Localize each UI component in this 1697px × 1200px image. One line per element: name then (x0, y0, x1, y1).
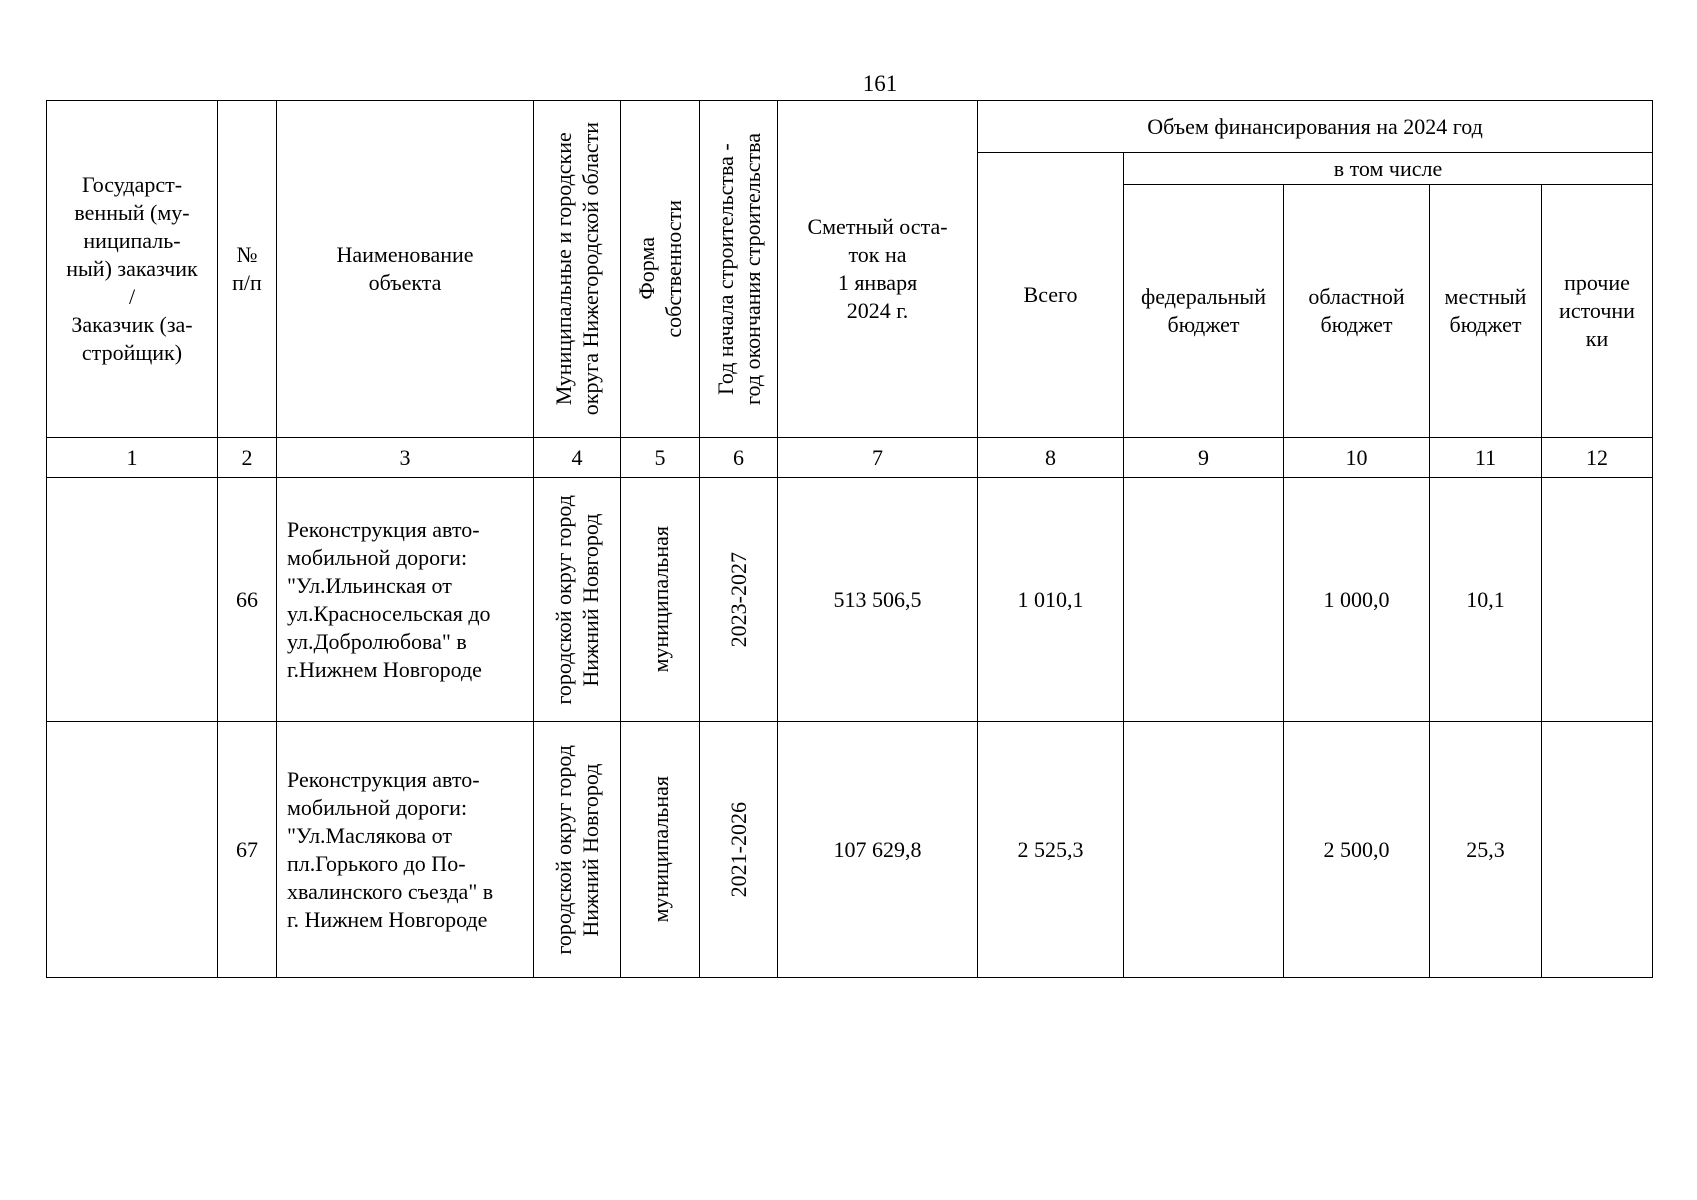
table-row (47, 722, 1653, 978)
header-object-name: Наименование объекта (277, 101, 534, 438)
column-numbers-row (47, 438, 1653, 478)
column-number: 2 (218, 438, 277, 478)
cell-regional: 1 000,0 (1284, 478, 1430, 722)
header-number: № п/п (218, 101, 277, 438)
cell-number: 66 (218, 478, 277, 722)
header-estimate: Сметный оста- ток на 1 января 2024 г. (778, 101, 978, 438)
column-number: 8 (978, 438, 1124, 478)
cell-number: 67 (218, 722, 277, 978)
cell-ownership: муниципальная (621, 722, 700, 978)
column-number: 5 (621, 438, 700, 478)
header-regional: областной бюджет (1284, 185, 1430, 438)
column-number: 3 (277, 438, 534, 478)
header-federal: федеральный бюджет (1124, 185, 1284, 438)
column-number: 7 (778, 438, 978, 478)
cell-district: городской округ город Нижний Новгород (534, 478, 621, 722)
cell-regional: 2 500,0 (1284, 722, 1430, 978)
cell-object-name: Реконструкция авто- мобильной дороги: "Ул.Маслякова от пл.Горького до По- хвалинского съезда" в г. Нижнем Новгороде (277, 722, 534, 978)
cell-estimate: 107 629,8 (778, 722, 978, 978)
investment-table (46, 100, 1653, 978)
cell-local: 10,1 (1430, 478, 1542, 722)
table-row (47, 478, 1653, 722)
header-total: Всего (978, 153, 1124, 438)
header-incl-group: в том числе (1124, 153, 1653, 185)
cell-federal (1124, 478, 1284, 722)
column-number: 6 (700, 438, 778, 478)
cell-years: 2021-2026 (700, 722, 778, 978)
cell-object-name: Реконструкция авто- мобильной дороги: "Ул.Ильинская от ул.Красносельская до ул.Добролюбова" в г.Нижнем Новгороде (277, 478, 534, 722)
cell-total: 1 010,1 (978, 478, 1124, 722)
cell-years: 2023-2027 (700, 478, 778, 722)
cell-other (1542, 722, 1653, 978)
column-number: 10 (1284, 438, 1430, 478)
header-years: Год начала строительства - год окончания строительства (700, 101, 778, 438)
header-local: местный бюджет (1430, 185, 1542, 438)
column-number: 12 (1542, 438, 1653, 478)
header-district: Муниципальные и городские округа Нижегородской области (534, 101, 621, 438)
cell-federal (1124, 722, 1284, 978)
cell-estimate: 513 506,5 (778, 478, 978, 722)
column-number: 1 (47, 438, 218, 478)
cell-customer (47, 722, 218, 978)
column-number: 11 (1430, 438, 1542, 478)
page-number: 161 (862, 71, 898, 96)
cell-other (1542, 478, 1653, 722)
column-number: 9 (1124, 438, 1284, 478)
cell-local: 25,3 (1430, 722, 1542, 978)
header-ownership: Форма собственности (621, 101, 700, 438)
column-number: 4 (534, 438, 621, 478)
header-customer: Государст- венный (му- ниципаль- ный) заказчик / Заказчик (за- стройщик) (47, 101, 218, 438)
cell-ownership: муниципальная (621, 478, 700, 722)
cell-customer (47, 478, 218, 722)
header-other: прочие источни ки (1542, 185, 1653, 438)
cell-total: 2 525,3 (978, 722, 1124, 978)
header-funding-group: Объем финансирования на 2024 год (978, 101, 1653, 153)
cell-district: городской округ город Нижний Новгород (534, 722, 621, 978)
